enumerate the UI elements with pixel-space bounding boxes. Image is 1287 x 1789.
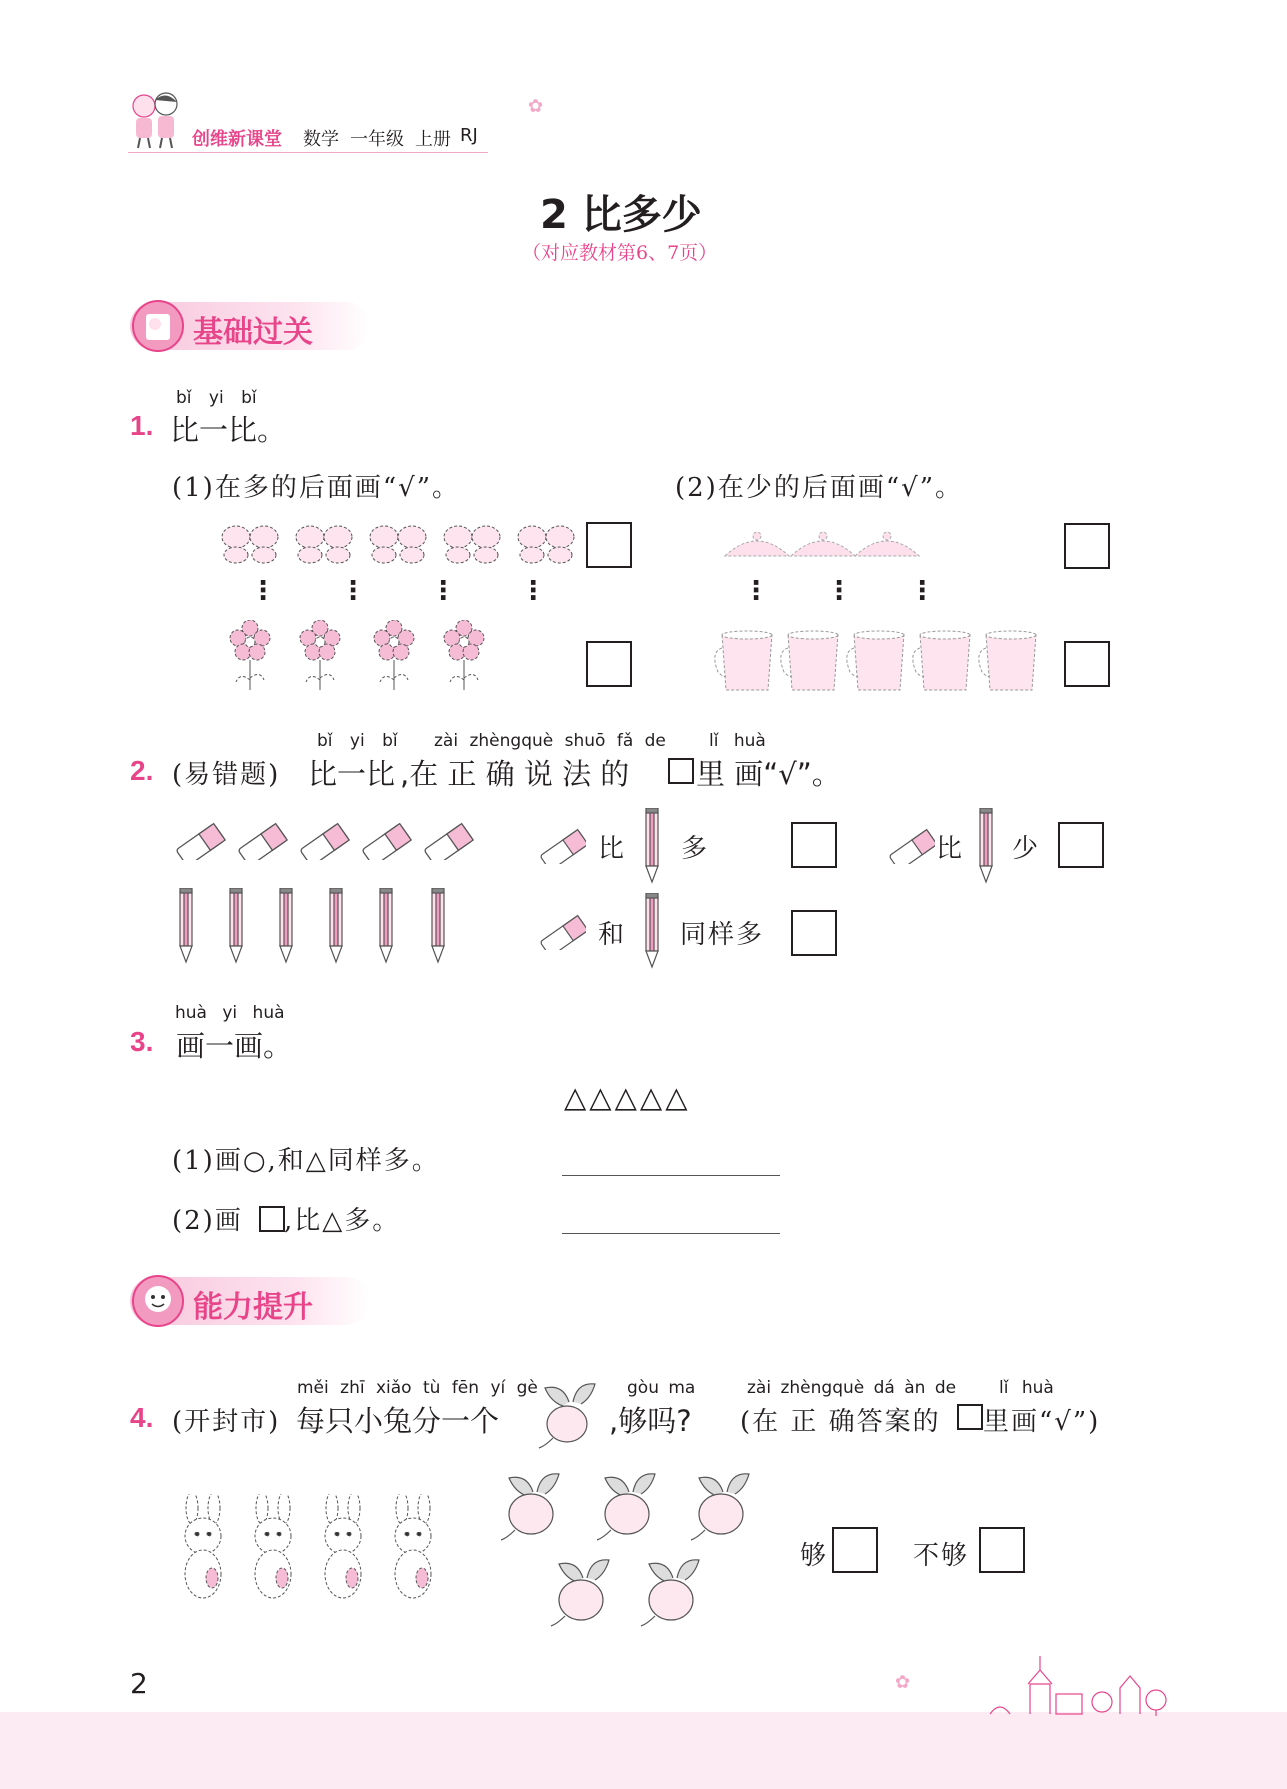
- q4-tag: (开封市): [172, 1407, 281, 1437]
- page-title: 2 比多少: [540, 192, 702, 238]
- q2-answer-box-cups[interactable]: [1064, 641, 1110, 687]
- q4-text-c: (在 正 确答案的: [740, 1407, 941, 1437]
- eraser-icon: [885, 820, 935, 864]
- q2-number: 2.: [130, 755, 154, 786]
- q4-pinyin-2: gòu ma: [627, 1378, 696, 1398]
- q2-answer-box-lids[interactable]: [1064, 523, 1110, 569]
- q1-pinyin: bǐ yi bǐ: [176, 388, 257, 408]
- butterfly-icon: ✿: [528, 96, 544, 117]
- q4-box-symbol: [957, 1404, 983, 1430]
- q3-answer-line-2[interactable]: [562, 1233, 780, 1234]
- header-grade: 一年级: [350, 129, 404, 150]
- q2-tag: (易错题): [172, 760, 281, 790]
- q1-answer-box-flowers[interactable]: [586, 641, 632, 687]
- q1-part1: (1)在多的后面画“√”。: [172, 473, 460, 503]
- q1-title: 比一比。: [170, 413, 287, 447]
- q4-number: 4.: [130, 1402, 154, 1433]
- lid-row: [723, 530, 923, 560]
- radish-group: [497, 1470, 767, 1630]
- eraser-row: [172, 810, 492, 860]
- q2-opt1-a: 比: [598, 834, 627, 864]
- section-title-basic: 基础过关: [193, 315, 313, 350]
- q4-answer-box-not-enough[interactable]: [979, 1527, 1025, 1573]
- pencil-icon: [644, 808, 660, 884]
- section-title-advanced: 能力提升: [193, 1290, 313, 1325]
- q4-text-a: 每只小兔分一个: [296, 1404, 500, 1438]
- q2-answer-box-more[interactable]: [791, 822, 837, 868]
- header-volume: 上册: [415, 129, 451, 150]
- q2-text-b: ,在 正 确 说 法 的: [400, 757, 630, 791]
- q1-dots-left: ⋮ ⋮ ⋮ ⋮: [250, 576, 547, 606]
- q4-enough-label: 够: [800, 1541, 829, 1571]
- header-underline: [128, 152, 488, 153]
- butterfly-row: [214, 523, 586, 567]
- header-brand: 创维新课堂: [192, 129, 282, 150]
- q4-pinyin-1: měi zhī xiǎo tù fēn yí gè: [297, 1378, 538, 1398]
- q2-answer-box-same[interactable]: [791, 910, 837, 956]
- page-number: 2: [130, 1667, 148, 1700]
- page-title-ref: （对应教材第6、7页）: [522, 242, 718, 264]
- q2-pinyin-1: bǐ yi bǐ: [317, 731, 398, 751]
- q2-opt3-b: 同样多: [680, 920, 765, 950]
- q3-part2-a: (2)画: [172, 1206, 243, 1236]
- eraser-icon: [536, 820, 586, 864]
- section-icon-basic: [130, 298, 186, 354]
- flower-deco-icon: ✿: [895, 1672, 911, 1693]
- q4-text-b: ,够吗?: [609, 1404, 692, 1438]
- footer-band: [0, 1712, 1287, 1789]
- header-edition: RJ: [460, 125, 478, 146]
- q4-answer-box-enough[interactable]: [832, 1527, 878, 1573]
- eraser-icon: [536, 906, 586, 950]
- q2-pinyin-3: lǐ huà: [709, 731, 766, 751]
- q1-part2: (2)在少的后面画“√”。: [675, 473, 963, 503]
- pencil-icon: [978, 808, 994, 884]
- q2-text-box-symbol: [668, 758, 694, 784]
- q4-pinyin-4: lǐ huà: [999, 1378, 1054, 1398]
- q4-pinyin-3: zài zhèngquè dá àn de: [747, 1378, 957, 1398]
- q4-text-d: 里画“√”): [983, 1407, 1101, 1437]
- q1-number: 1.: [130, 410, 154, 441]
- q3-square-symbol: [259, 1206, 285, 1232]
- q2-text-c: 里 画“√”。: [696, 757, 841, 791]
- q3-part1: (1)画○,和△同样多。: [172, 1146, 440, 1176]
- flower-row: [228, 620, 488, 692]
- q3-title: 画一画。: [176, 1029, 293, 1063]
- q1-dots-right: ⋮ ⋮ ⋮: [743, 576, 936, 606]
- q2-answer-box-less[interactable]: [1058, 822, 1104, 868]
- section-icon-advanced: [130, 1273, 186, 1329]
- q3-answer-line-1[interactable]: [562, 1175, 780, 1176]
- header-mascot: [126, 88, 184, 150]
- q3-part2-b: ,比△多。: [284, 1206, 401, 1236]
- q3-number: 3.: [130, 1026, 154, 1057]
- header-subject: 数学: [303, 129, 339, 150]
- q2-opt1-b: 多: [681, 834, 710, 864]
- q3-pinyin: huà yi huà: [175, 1003, 285, 1023]
- castle-icon: [990, 1650, 1170, 1716]
- rabbit-row: [170, 1494, 450, 1604]
- q2-pinyin-2: zài zhèngquè shuō fǎ de: [434, 731, 666, 751]
- q2-opt2-a: 比: [936, 834, 965, 864]
- q4-not-enough-label: 不够: [913, 1541, 970, 1571]
- pencil-row: [178, 888, 458, 964]
- q1-answer-box-butterflies[interactable]: [586, 522, 632, 568]
- q2-opt3-a: 和: [598, 920, 627, 950]
- radish-icon: [533, 1380, 609, 1452]
- q2-text-a: 比一比: [308, 757, 396, 791]
- cup-row: [712, 630, 1052, 696]
- q2-opt2-b: 少: [1012, 834, 1041, 864]
- q3-triangles: △△△△△: [564, 1080, 691, 1114]
- pencil-icon: [644, 893, 660, 969]
